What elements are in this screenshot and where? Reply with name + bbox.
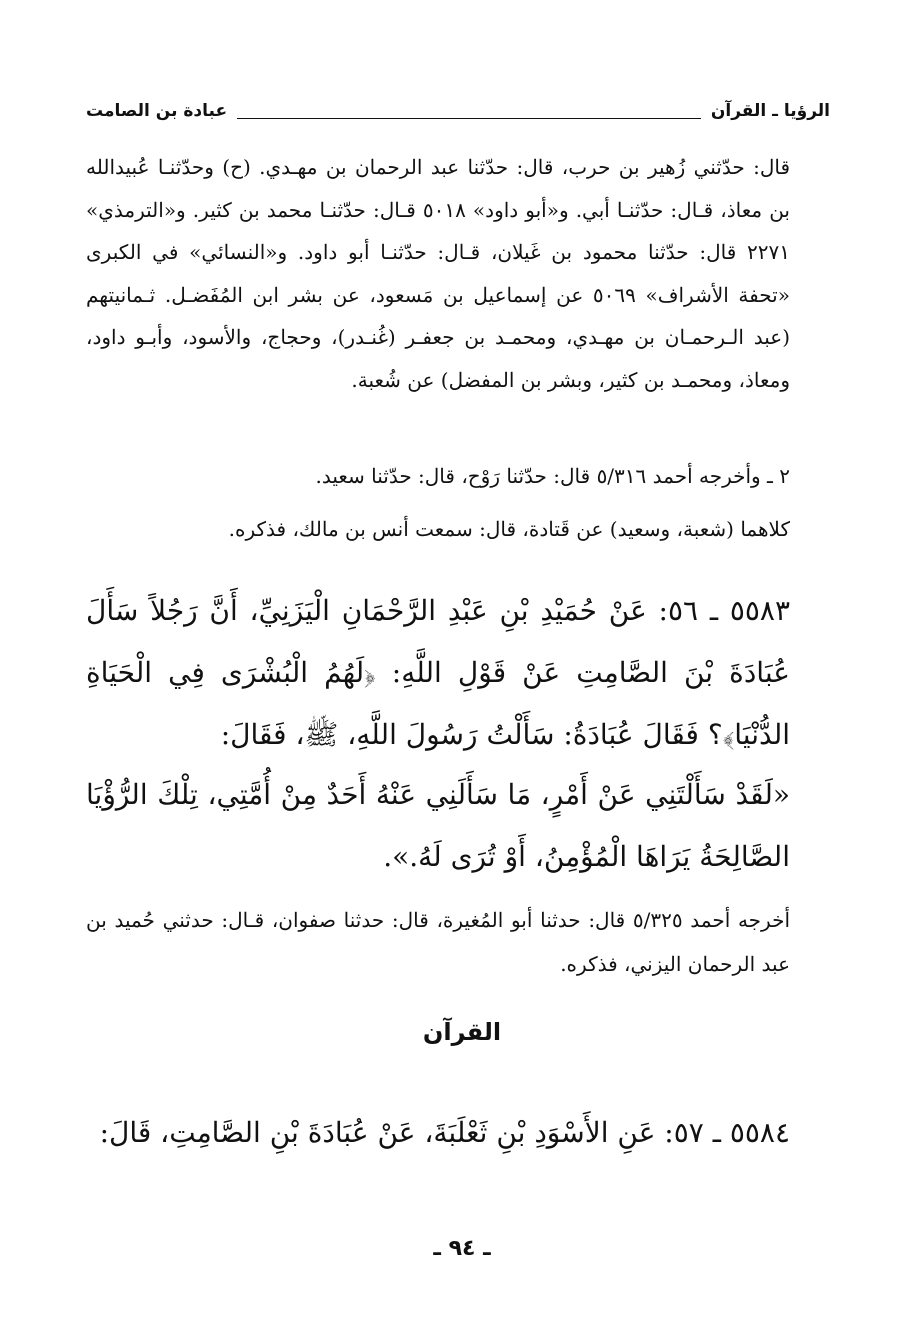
hadith-5583-quote: «لَقَدْ سَأَلْتَنِي عَنْ أَمْرٍ، مَا سَأَلَنِي عَنْهُ أَحَدٌ مِنْ أُمَّتِي، تِلْكَ الرُّؤْيَا الصَّالِحَةُ يَرَاهَا الْمُؤْمِنُ، أَوْ تُرَى لَهُ.». <box>86 778 790 873</box>
hadith-5583-source: أخرجه أحمد ٥/٣٢٥ قال: حدثنا أبو المُغيرة، قال: حدثنا صفوان، قـال: حدثني حُميد بن عبد الرحمان اليزني، فذكره. <box>86 908 790 976</box>
hadith-5584-text: ٥٥٨٤ ـ ٥٧: عَنِ الأَسْوَدِ بْنِ ثَعْلَبَةَ، عَنْ عُبَادَةَ بْنِ الصَّامِتِ، قَالَ: <box>99 1116 790 1149</box>
footnote-paragraph-chain: قال: حدّثني زُهير بن حرب، قال: حدّثنا عبد الرحمان بن مهـدي. (ح) وحدّثنـا عُبيدالله بن معاذ، قـال: حدّثنـا أبي. و«أبو داود» ٥٠١٨ قـال: حدّثنـا محمد بن كثير. و«الترمذي» ٢٢٧١ قال: حدّثنا محمود بن غَيلان، قـال: حدّثنـا أبو داود. و«النسائي» في الكبرى «تحفة الأشراف» ٥٠٦٩ عن إسماعيل بن مَسعود، عن بشر ابن المُفَضـل. ثـمانيتهم (عبد الـرحمـان بن مهـدي، ومحمـد بن جعفـر (غُنـدر)، وحجاج، والأسود، وأبـو داود، ومعاذ، ومحمـد بن كثير، وبشر بن المفضل) عن شُعبة. <box>86 155 790 392</box>
header-section-title: الرؤيا ـ القرآن <box>710 101 830 121</box>
section-heading: القرآن <box>422 1018 502 1046</box>
page-number: ـ ٩٤ ـ <box>433 1236 491 1261</box>
header-rule <box>237 118 701 119</box>
footnote-item-2: ٢ ـ وأخرجه أحمد ٥/٣١٦ قال: حدّثنا رَوْح، قال: حدّثنا سعيد. <box>315 464 790 488</box>
running-header <box>86 96 830 126</box>
footnote-both-narrators: كلاهما (شعبة، وسعيد) عن قَتادة، قال: سمعت أنس بن مالك، فذكره. <box>228 517 790 541</box>
header-narrator-name: عبادة بن الصامت <box>86 101 228 121</box>
hadith-5583-text: ٥٥٨٣ ـ ٥٦: عَنْ حُمَيْدِ بْنِ عَبْدِ الرَّحْمَانِ الْيَزَنِيِّ، أَنَّ رَجُلاً سَأَلَ عُبَادَةَ بْنَ الصَّامِتِ عَنْ قَوْلِ اللَّهِ: ﴿لَهُمُ الْبُشْرَى فِي الْحَيَاةِ الدُّنْيَا﴾؟ فَقَالَ عُبَادَةُ: سَأَلْتُ رَسُولَ اللَّهِ، ﷺ، فَقَالَ: <box>86 594 790 751</box>
